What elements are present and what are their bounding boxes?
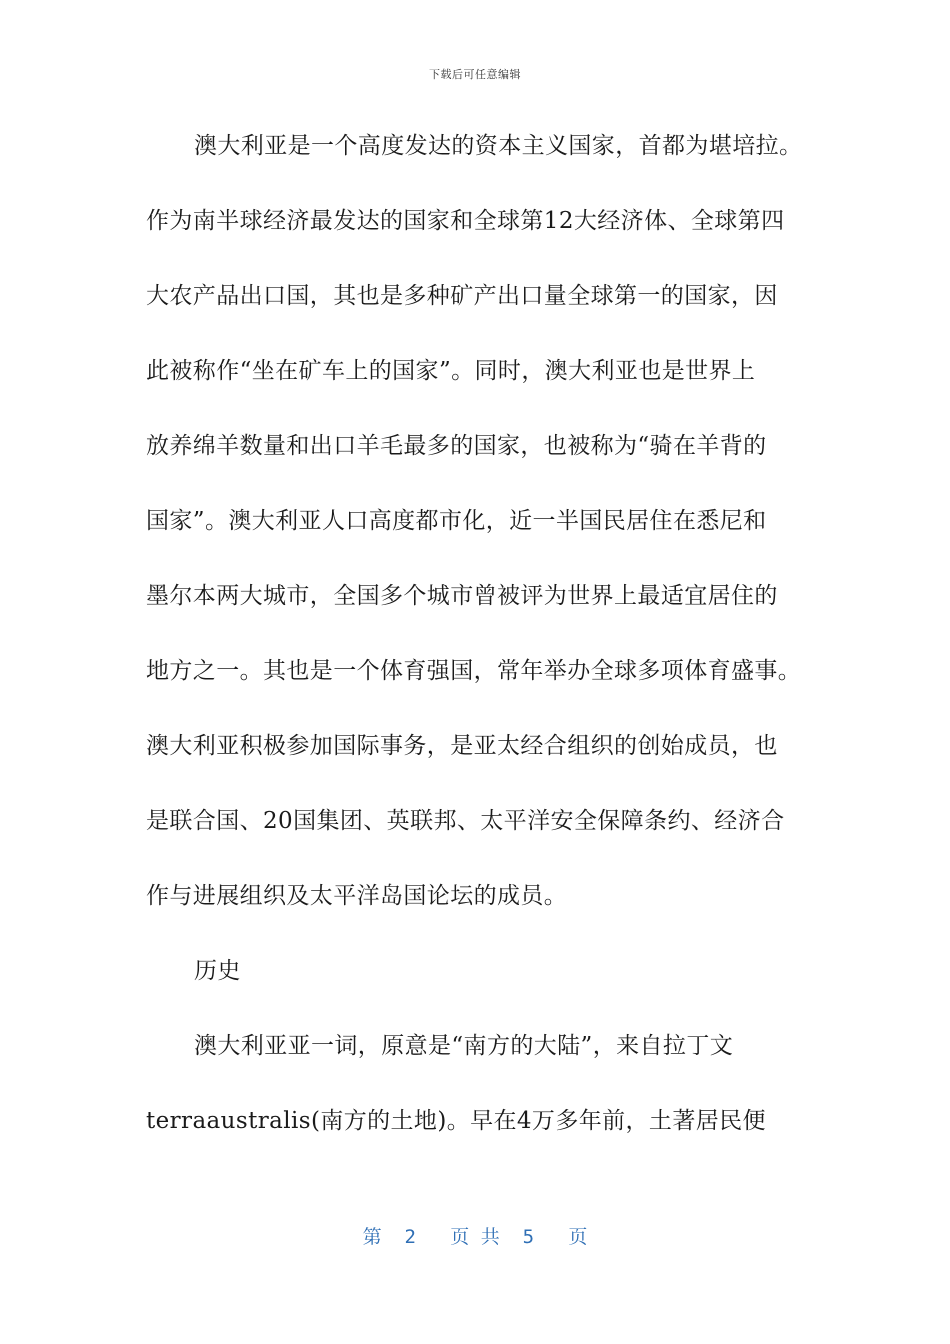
text-line: 大农产品出口国，其也是多种矿产出口量全球第一的国家，因 (146, 283, 778, 309)
text-line: 作为南半球经济最发达的国家和全球第12大经济体、全球第四 (146, 208, 785, 234)
section-heading: 历史 (194, 958, 241, 984)
document-body (146, 118, 808, 1168)
text-line: 放养绵羊数量和出口羊毛最多的国家，也被称为“骑在羊背的 (146, 433, 767, 459)
text-line: 澳大利亚是一个高度发达的资本主义国家，首都为堪培拉。 (194, 133, 803, 159)
text-line: 是联合国、20国集团、英联邦、太平洋安全保障条约、经济合 (146, 808, 785, 834)
text-line: 国家”。澳大利亚人口高度都市化，近一半国民居住在悉尼和 (146, 508, 767, 534)
text-line: terraaustralis(南方的土地)。早在4万多年前，土著居民便 (146, 1108, 766, 1134)
text-line: 墨尔本两大城市，全国多个城市曾被评为世界上最适宜居住的 (146, 583, 778, 609)
page-number-footer: 第 2 页 共 5 页 (362, 1226, 588, 1248)
text-line: 澳大利亚亚一词，原意是“南方的大陆”，来自拉丁文 (194, 1033, 734, 1059)
text-line: 澳大利亚积极参加国际事务，是亚太经合组织的创始成员，也 (146, 733, 778, 759)
text-line: 地方之一。其也是一个体育强国，常年举办全球多项体育盛事。 (146, 658, 802, 684)
text-line: 此被称作“坐在矿车上的国家”。同时，澳大利亚也是世界上 (146, 358, 756, 384)
page-header-note: 下载后可任意编辑 (429, 68, 521, 81)
text-line: 作与进展组织及太平洋岛国论坛的成员。 (146, 883, 568, 909)
